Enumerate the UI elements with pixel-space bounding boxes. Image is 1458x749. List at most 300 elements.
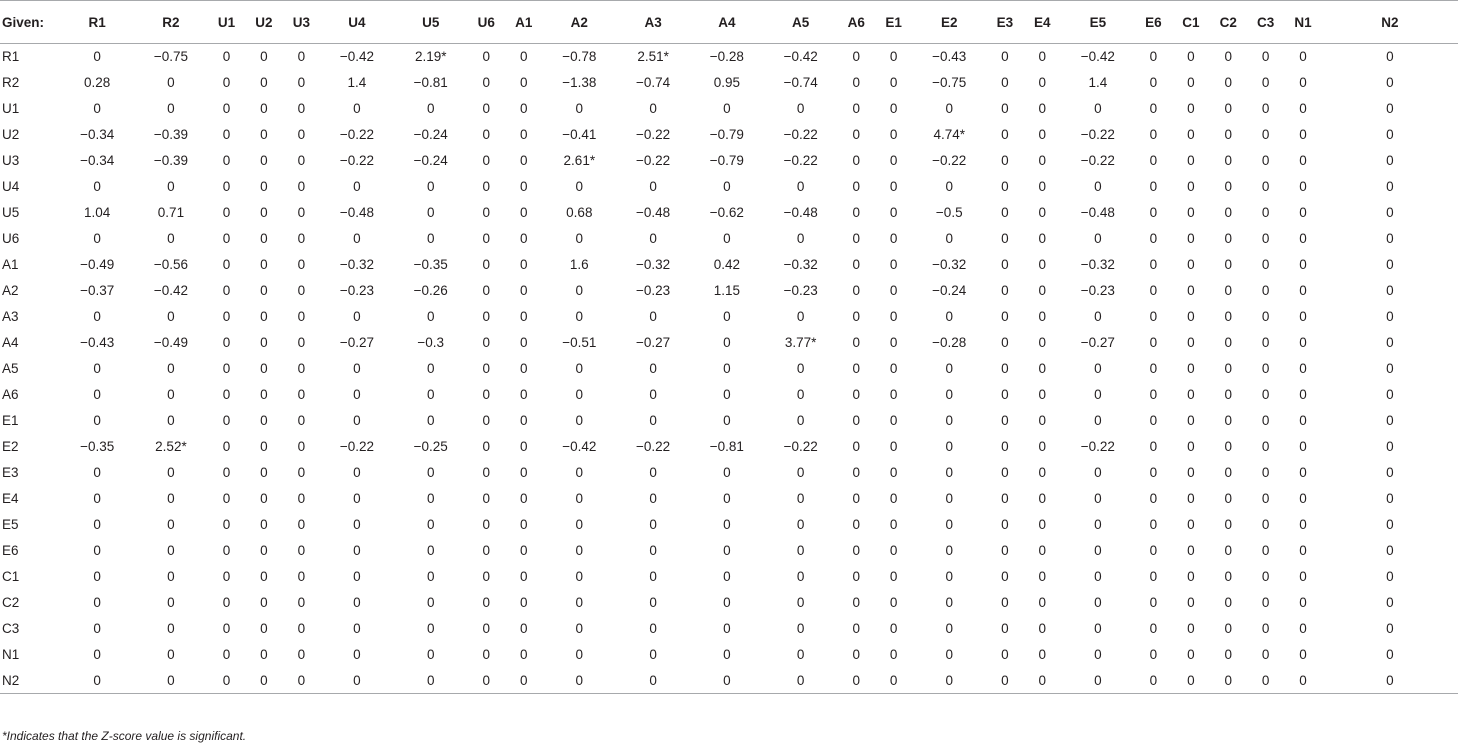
table-cell: 0	[1149, 335, 1158, 350]
table-cell: 0	[260, 413, 268, 428]
table-cell: −0.78	[562, 49, 597, 65]
table-cell: 0	[796, 387, 805, 402]
table-cell: 0	[1386, 179, 1394, 194]
table-cell: 0	[649, 621, 657, 636]
table-cell: 0	[575, 569, 584, 584]
table-cell: 0	[222, 647, 231, 662]
table-cell: 0	[796, 179, 805, 194]
table-header-row	[0, 1, 1458, 44]
table-cell: 0	[245, 668, 282, 694]
table-cell: 0	[1261, 413, 1270, 428]
table-cell: 0	[1149, 257, 1158, 272]
table-cell: 0	[260, 569, 268, 584]
table-cell: 0	[1001, 153, 1009, 168]
table-cell: 0	[852, 49, 860, 65]
table-cell: 0	[260, 595, 268, 610]
table-cell: 0	[222, 75, 231, 90]
table-cell: 0	[1299, 309, 1307, 324]
table-cell: 0	[260, 517, 268, 532]
table-cell: 0	[1261, 309, 1270, 324]
table-cell: 0	[482, 309, 491, 324]
table-row	[0, 174, 1458, 200]
column-header-e3: E3	[986, 1, 1023, 44]
table-cell: 0	[723, 569, 731, 584]
table-cell: 0	[519, 309, 528, 324]
table-row	[0, 96, 1458, 122]
table-cell: 0	[1386, 569, 1394, 584]
table-cell: −0.32	[932, 257, 967, 272]
table-cell: 0	[1024, 668, 1061, 694]
table-cell: 0	[945, 387, 953, 402]
table-cell: 0	[1261, 49, 1270, 65]
table-cell: 0	[1386, 621, 1394, 636]
table-cell: 0	[353, 231, 361, 246]
table-cell: 0	[353, 569, 361, 584]
table-cell: 0	[1224, 257, 1232, 272]
table-cell: 0	[167, 595, 175, 610]
table-cell: 0	[912, 668, 986, 694]
row-label: A5	[2, 361, 19, 376]
table-cell: 0	[167, 101, 175, 116]
table-cell: 0	[1224, 101, 1232, 116]
table-cell: 0	[1224, 491, 1232, 506]
table-cell: −0.43	[80, 335, 115, 350]
table-cell: −0.22	[1080, 439, 1115, 454]
table-cell: −0.23	[783, 283, 818, 298]
table-cell: 0	[1094, 361, 1102, 376]
table-cell: 0	[222, 491, 231, 506]
table-row	[0, 356, 1458, 382]
column-header-a6: A6	[838, 1, 875, 44]
table-cell: 0	[1299, 621, 1307, 636]
table-cell: 0	[852, 127, 860, 142]
table-cell: 0	[1001, 491, 1009, 506]
table-cell: 0	[1284, 668, 1321, 694]
table-cell: 0	[575, 309, 584, 324]
table-cell: 0	[260, 309, 268, 324]
table-cell: 0	[1386, 647, 1394, 662]
table-cell: 0	[852, 465, 860, 480]
table-cell: −0.56	[153, 257, 189, 272]
table-cell: 0	[1261, 465, 1270, 480]
table-cell: 0	[482, 49, 491, 65]
table-cell: 0	[1187, 621, 1195, 636]
table-cell: 0	[93, 491, 101, 506]
table-cell: 0	[1386, 49, 1394, 65]
table-cell: 0	[649, 231, 657, 246]
table-cell: 0	[945, 309, 953, 324]
table-cell: 0	[1299, 283, 1307, 298]
table-cell: 0	[1386, 257, 1394, 272]
table-cell: 0	[889, 387, 898, 402]
table-cell: 0	[93, 413, 101, 428]
table-cell: 0	[519, 101, 528, 116]
table-cell: 0	[723, 231, 731, 246]
column-header-c1: C1	[1172, 1, 1209, 44]
table-cell: 0	[519, 361, 528, 376]
table-cell: 0	[575, 465, 584, 480]
table-cell: 0	[1038, 283, 1046, 298]
table-cell: 0	[283, 668, 320, 694]
table-cell: 0	[796, 595, 805, 610]
table-cell: 0	[1187, 101, 1195, 116]
table-cell: 0	[93, 179, 101, 194]
table-cell: 0	[353, 101, 361, 116]
table-cell: 0	[1001, 309, 1009, 324]
table-cell: 0	[519, 595, 528, 610]
table-cell: 0	[93, 569, 101, 584]
table-cell: 0	[852, 647, 860, 662]
table-cell: 0	[297, 75, 306, 90]
table-cell: 0	[852, 101, 860, 116]
table-cell: 0	[852, 179, 860, 194]
table-cell: 0	[260, 49, 268, 65]
table-cell: 0	[1187, 231, 1195, 246]
table-row	[0, 278, 1458, 304]
table-cell: 0	[1038, 647, 1046, 662]
table-cell: 0	[852, 205, 860, 220]
table-cell: 0	[167, 543, 175, 558]
table-cell: 0	[889, 439, 898, 454]
table-cell: −0.3	[417, 335, 445, 350]
table-cell: 0	[167, 413, 175, 428]
table-cell: 0	[1224, 309, 1232, 324]
table-cell: 0	[167, 75, 175, 90]
row-label: N1	[2, 647, 20, 662]
table-cell: 0	[519, 127, 528, 142]
table-cell: 0	[1261, 101, 1270, 116]
table-cell: 0	[1224, 517, 1232, 532]
table-cell: 0	[649, 517, 657, 532]
table-cell: 0	[482, 283, 491, 298]
table-cell: 0	[1386, 205, 1394, 220]
column-header-a2: A2	[542, 1, 616, 44]
table-cell: 0	[260, 283, 268, 298]
table-cell: −0.51	[562, 335, 597, 350]
table-cell: 0	[297, 231, 306, 246]
table-cell: 0	[260, 491, 268, 506]
table-cell: 0	[1149, 205, 1158, 220]
table-cell: 0	[1001, 439, 1009, 454]
table-cell: −0.48	[636, 205, 671, 220]
table-cell: 0	[353, 361, 361, 376]
table-cell: 0	[575, 595, 584, 610]
table-cell: 0	[482, 179, 491, 194]
row-label: U5	[2, 205, 20, 220]
table-cell: 0	[353, 647, 361, 662]
table-cell: 0	[575, 491, 584, 506]
table-cell: 0	[519, 543, 528, 558]
table-cell: 0	[93, 309, 101, 324]
table-cell: 0	[1386, 543, 1394, 558]
table-cell: 0	[426, 101, 435, 116]
table-cell: 2.51*	[637, 49, 669, 65]
table-cell: 0	[1038, 205, 1046, 220]
table-cell: −0.27	[1080, 335, 1115, 350]
column-header-u1: U1	[208, 1, 245, 44]
table-cell: 0	[482, 595, 491, 610]
table-cell: 0	[1149, 621, 1158, 636]
table-cell: 0	[260, 127, 268, 142]
column-header-u4: U4	[320, 1, 394, 44]
table-cell: 0	[852, 75, 860, 90]
table-cell: 0	[167, 387, 175, 402]
table-cell: 0	[222, 179, 231, 194]
table-cell: 0	[796, 517, 805, 532]
table-cell: 0	[208, 668, 245, 694]
table-cell: 0	[1094, 569, 1102, 584]
table-cell: 0	[222, 465, 231, 480]
table-cell: 0	[519, 153, 528, 168]
table-cell: 0	[222, 283, 231, 298]
table-cell: 0	[260, 153, 268, 168]
table-cell: 0	[60, 668, 134, 694]
table-cell: −0.48	[339, 205, 375, 220]
table-body	[0, 44, 1458, 694]
table-cell: 0	[1261, 179, 1270, 194]
table-cell: 0	[1149, 569, 1158, 584]
table-cell: 0	[796, 491, 805, 506]
table-cell: 0	[1261, 621, 1270, 636]
table-cell: 0	[426, 621, 435, 636]
table-cell: 0	[482, 231, 491, 246]
table-cell: 0	[167, 569, 175, 584]
table-cell: 0	[167, 517, 175, 532]
table-cell: 0	[1224, 127, 1232, 142]
row-label: R1	[2, 49, 20, 65]
table-cell: 0	[519, 231, 528, 246]
row-label: A3	[2, 309, 19, 324]
table-cell: 0	[297, 205, 306, 220]
table-cell: 0	[1038, 543, 1046, 558]
table-cell: 0	[889, 621, 898, 636]
table-cell: 0	[649, 647, 657, 662]
table-cell: 0	[1187, 413, 1195, 428]
table-row	[0, 486, 1458, 512]
table-cell: 0	[93, 361, 101, 376]
table-cell: 0	[889, 413, 898, 428]
table-cell: 0	[482, 491, 491, 506]
table-cell: 0	[222, 309, 231, 324]
table-cell: 0	[1149, 413, 1158, 428]
table-cell: 0	[649, 413, 657, 428]
table-cell: −0.42	[783, 49, 818, 65]
column-header-u3: U3	[283, 1, 320, 44]
table-cell: 0	[575, 361, 584, 376]
table-cell: 0	[1386, 387, 1394, 402]
table-cell: 0	[1001, 569, 1009, 584]
table-cell: 0	[1299, 205, 1307, 220]
table-cell: 0.95	[713, 75, 741, 90]
table-cell: 0	[519, 647, 528, 662]
table-cell: 0	[1386, 335, 1394, 350]
table-cell: 0	[482, 75, 491, 90]
table-cell: 0	[1001, 465, 1009, 480]
table-cell: 0	[1172, 668, 1209, 694]
table-cell: 0	[796, 309, 805, 324]
table-row	[0, 382, 1458, 408]
table-cell: 0	[852, 309, 860, 324]
table-cell: 0	[353, 491, 361, 506]
table-row	[0, 642, 1458, 668]
table-cell: 1.4	[347, 75, 367, 90]
table-cell: 0	[353, 387, 361, 402]
column-header-u5: U5	[394, 1, 468, 44]
table-cell: 0	[260, 101, 268, 116]
table-cell: 0	[167, 465, 175, 480]
table-cell: −0.22	[783, 153, 818, 168]
table-cell: 0	[260, 361, 268, 376]
row-label: A4	[2, 335, 19, 350]
table-cell: 0	[260, 543, 268, 558]
column-header-a1: A1	[505, 1, 542, 44]
table-cell: 0	[1386, 283, 1394, 298]
table-cell: 0	[889, 335, 898, 350]
table-cell: 0	[1187, 283, 1195, 298]
table-cell: 0	[649, 387, 657, 402]
table-cell: 0	[482, 647, 491, 662]
table-cell: 0	[222, 153, 231, 168]
table-cell: 0	[297, 543, 306, 558]
table-cell: 0	[297, 179, 306, 194]
table-cell: 0	[1224, 283, 1232, 298]
table-cell: 0	[1261, 283, 1270, 298]
table-cell: 0	[649, 543, 657, 558]
table-cell: 0	[222, 595, 231, 610]
table-cell: 0	[93, 647, 101, 662]
table-cell: 0	[723, 517, 731, 532]
table-cell: 0	[945, 647, 953, 662]
table-cell: 0	[690, 668, 764, 694]
table-cell: −0.79	[709, 127, 744, 142]
table-row	[0, 148, 1458, 174]
table-cell: −0.27	[339, 335, 375, 350]
table-cell: 0	[482, 413, 491, 428]
table-cell: 0	[575, 387, 584, 402]
table-cell: 0	[260, 335, 268, 350]
table-cell: 0	[482, 621, 491, 636]
table-cell: −0.81	[413, 75, 448, 90]
table-cell: 0	[1001, 75, 1009, 90]
row-label: E1	[2, 413, 19, 428]
table-cell: 0	[260, 647, 268, 662]
row-label: C1	[2, 569, 20, 584]
table-cell: 0	[1001, 257, 1009, 272]
table-cell: 0	[505, 668, 542, 694]
table-cell: −0.22	[932, 153, 967, 168]
table-row	[0, 460, 1458, 486]
table-cell: 0	[1386, 153, 1394, 168]
table-cell: 2.19*	[414, 49, 447, 65]
table-cell: 0	[519, 75, 528, 90]
table-cell: −0.37	[80, 283, 115, 298]
table-cell: 2.52*	[155, 439, 187, 454]
table-cell: 0	[93, 543, 101, 558]
table-cell: 0	[222, 257, 231, 272]
table-cell: 0	[260, 257, 268, 272]
table-cell: −0.48	[783, 205, 818, 220]
table-cell: 0	[426, 413, 435, 428]
table-cell: 0	[945, 569, 953, 584]
table-cell: 0.68	[566, 205, 593, 220]
table-cell: 0	[1001, 543, 1009, 558]
table-cell: 0	[134, 668, 208, 694]
table-cell: 0	[616, 668, 690, 694]
table-cell: 0	[426, 387, 435, 402]
table-cell: 0	[519, 621, 528, 636]
table-cell: 0	[519, 387, 528, 402]
table-cell: 0	[1299, 257, 1307, 272]
column-header-c2: C2	[1210, 1, 1247, 44]
table-cell: 0	[1001, 205, 1009, 220]
table-cell: 0	[1149, 49, 1158, 65]
table-cell: 0	[519, 205, 528, 220]
row-label: E3	[2, 465, 19, 480]
row-label: N2	[0, 668, 60, 694]
table-cell: 0	[519, 439, 528, 454]
table-cell: 0	[1299, 361, 1307, 376]
table-cell: −0.39	[153, 127, 189, 142]
table-cell: −0.74	[636, 75, 671, 90]
table-cell: 0	[1094, 647, 1102, 662]
table-cell: 0	[1094, 387, 1102, 402]
table-cell: 0.28	[84, 75, 111, 90]
table-cell: 0	[1149, 75, 1158, 90]
table-cell: 0	[426, 569, 435, 584]
table-cell: 0	[1135, 668, 1172, 694]
table-cell: 0	[1001, 621, 1009, 636]
row-label: A2	[2, 283, 19, 298]
column-header-e4: E4	[1024, 1, 1061, 44]
table-cell: 0	[649, 465, 657, 480]
table-cell: 0	[1224, 543, 1232, 558]
table-cell: 0	[1261, 205, 1270, 220]
table-cell: 0	[1299, 517, 1307, 532]
table-cell: 0	[723, 387, 731, 402]
table-cell: 0	[723, 413, 731, 428]
table-cell: 0	[222, 517, 231, 532]
table-cell: 0	[1386, 127, 1394, 142]
table-cell: −0.35	[80, 439, 115, 454]
table-cell: 0	[575, 647, 584, 662]
table-cell: 0	[260, 465, 268, 480]
table-cell: 0	[1224, 49, 1232, 65]
table-cell: 0	[1187, 569, 1195, 584]
table-cell: 0	[93, 101, 101, 116]
table-cell: 0	[889, 127, 898, 142]
table-cell: 0	[575, 101, 584, 116]
table-cell: 0	[723, 309, 731, 324]
table-cell: 0	[1386, 595, 1394, 610]
column-header-a3: A3	[616, 1, 690, 44]
table-cell: 1.15	[713, 283, 741, 298]
table-cell: 0	[1224, 595, 1232, 610]
table-cell: 0.42	[713, 257, 741, 272]
table-cell: 0	[426, 491, 435, 506]
table-cell: 0	[167, 647, 175, 662]
table-cell: 0	[796, 361, 805, 376]
table-cell: 0	[889, 595, 898, 610]
table-cell: 0	[889, 309, 898, 324]
table-cell: 0	[1261, 361, 1270, 376]
table-cell: −0.5	[935, 205, 963, 220]
table-cell: 0	[1210, 668, 1247, 694]
table-cell: 0	[1261, 335, 1270, 350]
column-header-a5: A5	[764, 1, 838, 44]
table-cell: 0	[222, 361, 231, 376]
table-cell: 0	[1261, 153, 1270, 168]
table-cell: 0	[519, 465, 528, 480]
